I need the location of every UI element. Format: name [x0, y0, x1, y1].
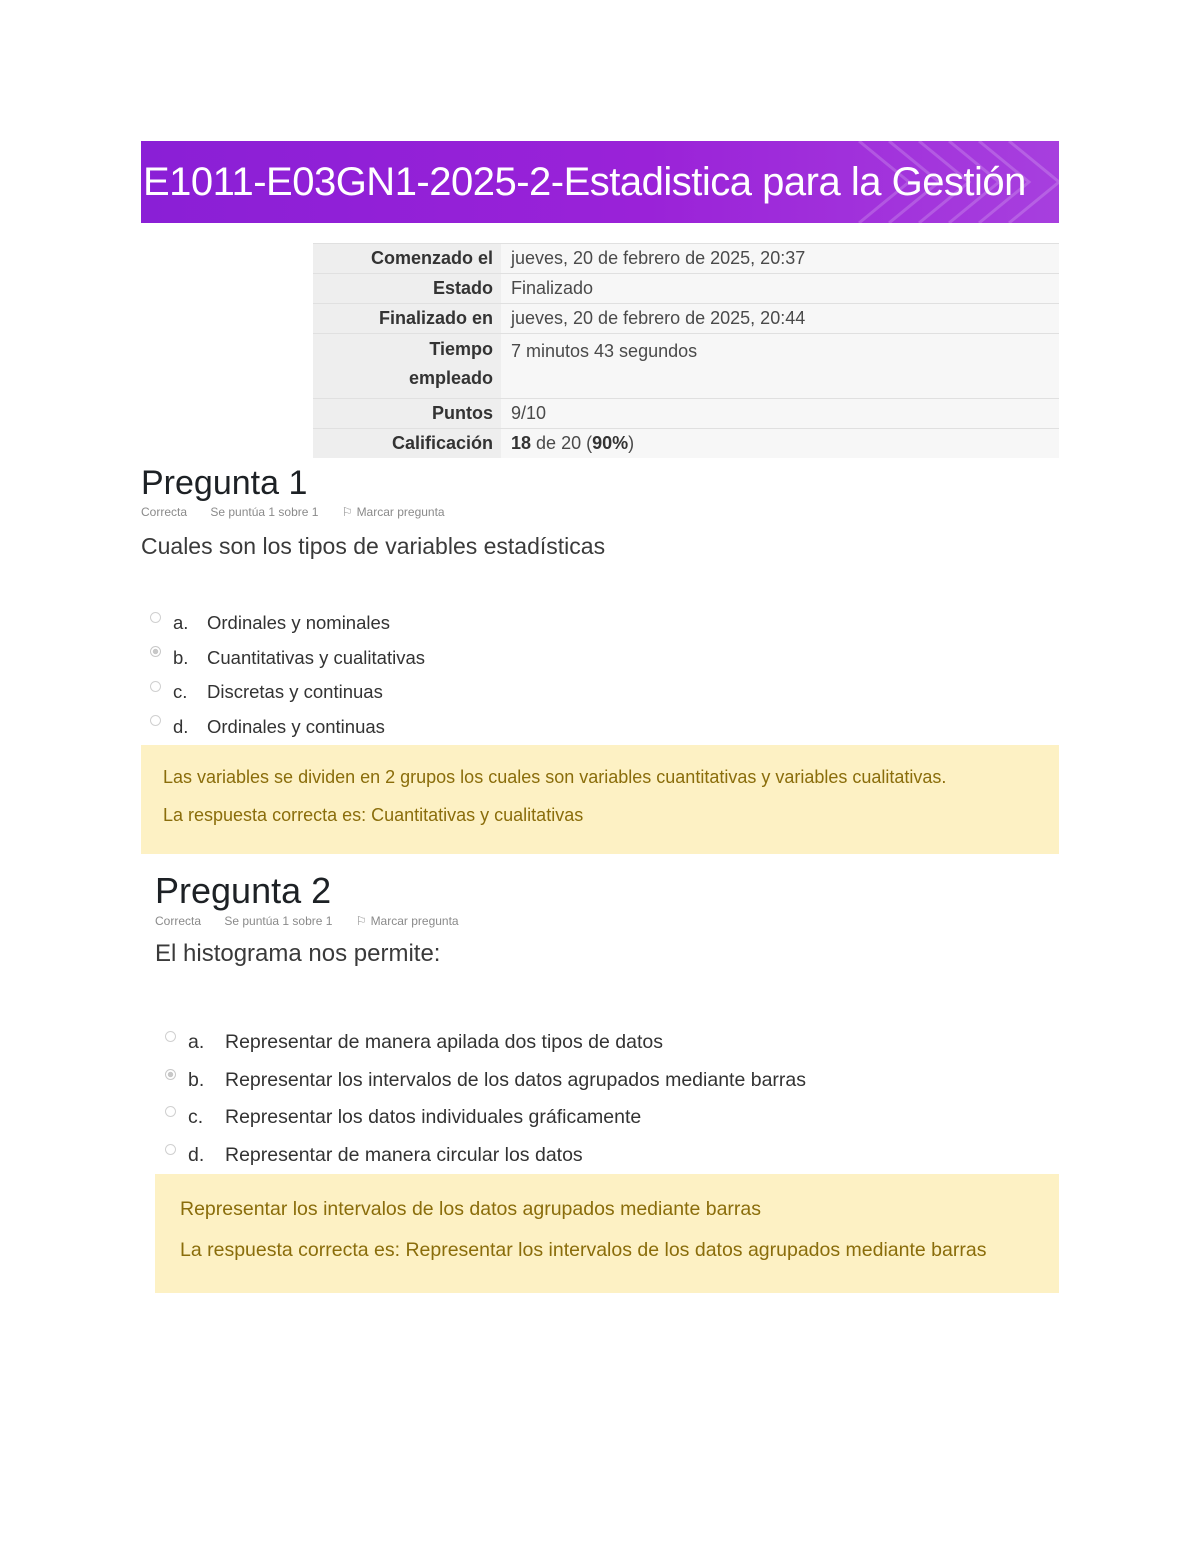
summary-label: Finalizado en [313, 304, 501, 334]
answer-option[interactable] [150, 606, 425, 641]
answer-text: Representar los intervalos de los datos agrupados mediante barras [225, 1068, 807, 1091]
summary-label: Calificación [313, 429, 501, 459]
flag-question-link[interactable] [356, 914, 459, 928]
answer-letter: c. [188, 1106, 204, 1129]
answer-text: Ordinales y nominales [207, 612, 391, 634]
answer-option[interactable] [150, 710, 425, 745]
summary-value: jueves, 20 de febrero de 2025, 20:44 [501, 304, 1059, 334]
answer-option[interactable] [165, 1062, 806, 1100]
right-answer: La respuesta correcta es: Cuantitativas y cualitativas [163, 805, 584, 825]
answer-option[interactable] [150, 675, 425, 710]
answer-option[interactable] [165, 1024, 806, 1062]
summary-row-grade [313, 429, 1059, 459]
answer-letter: a. [173, 612, 189, 634]
question-1 [141, 464, 605, 560]
radio-button[interactable] [150, 715, 161, 726]
grade-score: 18 [511, 433, 532, 453]
answer-letter: d. [188, 1143, 205, 1166]
summary-label: Estado [313, 274, 501, 304]
flag-label: Marcar pregunta [370, 914, 459, 928]
radio-button[interactable] [165, 1106, 176, 1117]
answer-letter: d. [173, 715, 189, 737]
question-2 [155, 870, 479, 968]
summary-value: 7 minutos 43 segundos [501, 334, 1059, 399]
answer-option[interactable] [165, 1137, 806, 1175]
question-meta [155, 914, 479, 928]
answer-text: Ordinales y continuas [207, 715, 385, 737]
answer-text: Cuantitativas y cualitativas [207, 646, 425, 668]
summary-label: Puntos [313, 399, 501, 429]
answer-list [150, 606, 425, 744]
summary-label-line: empleado [408, 368, 493, 388]
feedback-box [155, 1174, 1059, 1293]
flag-question-link[interactable] [342, 505, 445, 519]
general-feedback: Representar los intervalos de los datos agrupados mediante barras [180, 1198, 762, 1220]
feedback-box [141, 745, 1059, 854]
summary-label-line: Tiempo [429, 339, 493, 359]
attempt-summary-table [313, 243, 1059, 458]
radio-button[interactable] [150, 681, 161, 692]
summary-label [313, 334, 501, 399]
question-score: Se puntúa 1 sobre 1 [224, 914, 333, 928]
summary-value: Finalizado [501, 274, 1059, 304]
course-title: E1011-E03GN1-2025-2-Estadistica para la Gestión [143, 160, 1026, 204]
general-feedback: Las variables se dividen en 2 grupos los cuales son variables cuantitativas y variables cualitativas. [163, 767, 947, 787]
flag-icon: ⚐ [341, 505, 353, 519]
radio-button[interactable] [165, 1144, 176, 1155]
course-banner [141, 141, 1059, 223]
answer-option[interactable] [165, 1099, 806, 1137]
answer-text: Discretas y continuas [207, 681, 383, 703]
question-status: Correcta [141, 505, 188, 519]
radio-button-selected[interactable] [150, 646, 161, 657]
flag-label: Marcar pregunta [356, 505, 445, 519]
grade-percent: 90% [592, 433, 629, 453]
answer-list [165, 1024, 806, 1174]
radio-button[interactable] [150, 612, 161, 623]
answer-letter: a. [188, 1031, 205, 1054]
summary-value: 9/10 [501, 399, 1059, 429]
flag-icon: ⚐ [355, 914, 367, 928]
summary-value [501, 429, 1059, 459]
question-title: Pregunta 2 [155, 870, 332, 911]
question-status: Correcta [155, 914, 202, 928]
question-title: Pregunta 1 [141, 464, 308, 502]
summary-row-time [313, 334, 1059, 399]
answer-text: Representar de manera apilada dos tipos de datos [225, 1031, 663, 1054]
answer-letter: c. [173, 681, 188, 703]
radio-button[interactable] [165, 1031, 176, 1042]
summary-row-started [313, 244, 1059, 274]
answer-letter: b. [188, 1068, 205, 1091]
answer-option[interactable] [150, 641, 425, 676]
question-score: Se puntúa 1 sobre 1 [210, 505, 319, 519]
summary-row-finished [313, 304, 1059, 334]
question-text: Cuales son los tipos de variables estadísticas [141, 533, 606, 559]
grade-mid: de 20 ( [536, 433, 593, 453]
summary-row-points [313, 399, 1059, 429]
summary-row-state [313, 274, 1059, 304]
answer-text: Representar los datos individuales gráficamente [225, 1106, 642, 1129]
answer-text: Representar de manera circular los datos [225, 1143, 583, 1166]
question-text: El histograma nos permite: [155, 940, 441, 967]
answer-letter: b. [173, 646, 189, 668]
grade-end: ) [628, 433, 635, 453]
radio-button-selected[interactable] [165, 1069, 176, 1080]
right-answer: La respuesta correcta es: Representar los intervalos de los datos agrupados mediante barras [180, 1239, 987, 1261]
summary-value: jueves, 20 de febrero de 2025, 20:37 [501, 244, 1059, 274]
summary-label: Comenzado el [313, 244, 501, 274]
question-meta [141, 505, 605, 519]
